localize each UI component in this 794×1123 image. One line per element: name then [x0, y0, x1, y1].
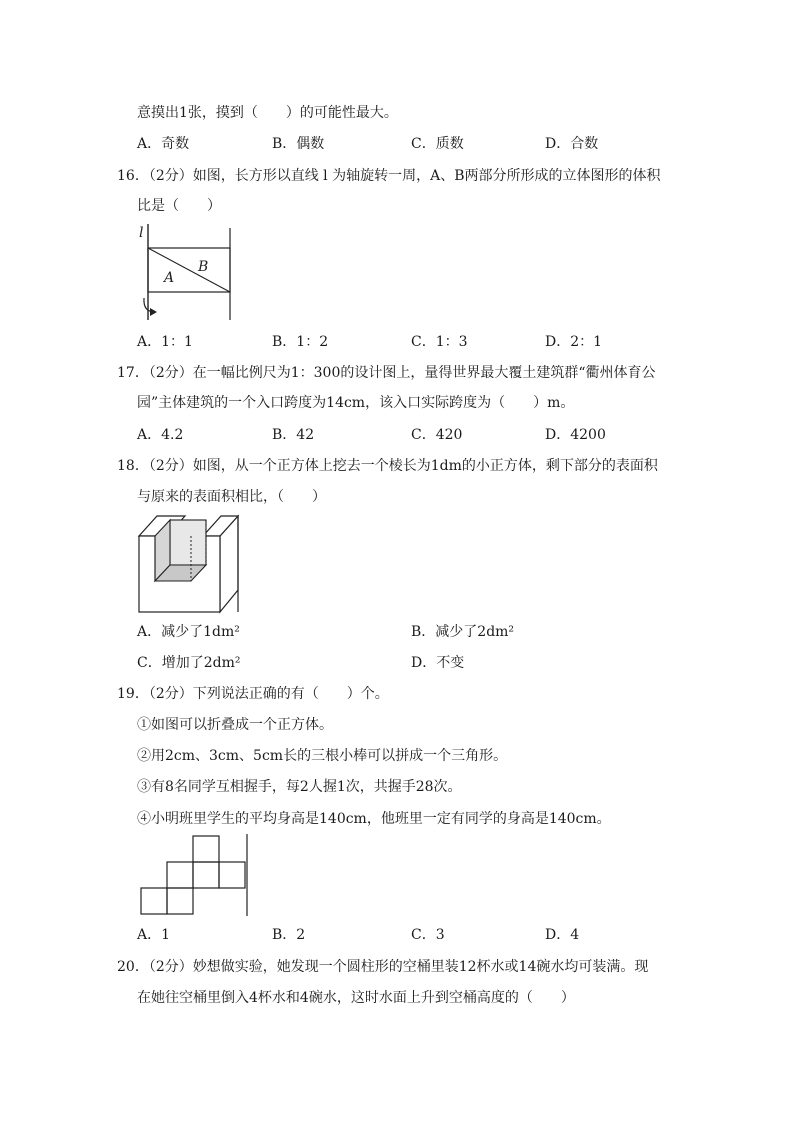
q17-stem-line1: 17．（2分）在一幅比例尺为1：300的设计图上，量得世界最大覆土建筑群“衢州体育公	[117, 365, 656, 381]
q16-option-d[interactable]: D．2：1	[545, 334, 603, 350]
net-square-middle-3	[219, 862, 245, 888]
rotation-arrowhead	[150, 308, 157, 316]
net-square-top	[193, 836, 219, 862]
q19-statement-4: ④小明班里学生的平均身高是140cm，他班里一定有同学的身高是140cm。	[137, 811, 611, 827]
q16-option-a[interactable]: A．1：1	[137, 334, 193, 350]
q16-stem-line1: 16．（2分）如图，长方形以直线 l 为轴旋转一周，A、B两部分所形成的立体图形的体积	[117, 168, 661, 184]
q17-option-a[interactable]: A．4.2	[137, 427, 184, 443]
diagonal	[148, 248, 230, 292]
notch-back-wall	[170, 520, 206, 565]
net-square-bottom-1	[141, 888, 167, 914]
q18-option-a[interactable]: A．减少了1dm²	[137, 624, 240, 640]
q15-continuation: 意摸出1张，摸到（ ）的可能性最大。	[137, 105, 398, 121]
q18-stem-line2: 与原来的表面积相比，（ ）	[137, 489, 326, 505]
q18-option-d[interactable]: D．不变	[411, 655, 465, 671]
q15-option-b[interactable]: B．偶数	[272, 136, 325, 152]
q19-stem: 19．（2分）下列说法正确的有（ ）个。	[117, 686, 389, 702]
q19-statement-2: ②用2cm、3cm、5cm长的三根小棒可以拼成一个三角形。	[137, 748, 508, 764]
q16-option-c[interactable]: C．1：3	[411, 334, 468, 350]
q19-cube-net-figure	[137, 834, 251, 918]
q19-option-d[interactable]: D．4	[545, 927, 580, 943]
net-square-bottom-2	[167, 888, 193, 914]
region-b-label: B	[198, 259, 209, 275]
q18-option-c[interactable]: C．增加了2dm²	[137, 655, 241, 671]
q16-stem-line2: 比是（ ）	[137, 198, 221, 214]
rotation-arrow	[144, 298, 155, 312]
q18-stem-line1: 18．（2分）如图，从一个正方体上挖去一个棱长为1dm的小正方体，剩下部分的表面积	[117, 458, 658, 474]
q15-option-c[interactable]: C．质数	[411, 136, 464, 152]
q19-statement-1: ①如图可以折叠成一个正方体。	[137, 717, 333, 733]
q17-option-d[interactable]: D．4200	[545, 427, 606, 443]
q19-option-c[interactable]: C．3	[411, 927, 445, 943]
q20-stem-line1: 20．（2分）妙想做实验，她发现一个圆柱形的空桶里装12杯水或14碗水均可装满。现	[117, 959, 649, 975]
q16-option-b[interactable]: B．1：2	[272, 334, 329, 350]
q17-option-c[interactable]: C．420	[411, 427, 463, 443]
q19-option-a[interactable]: A．1	[137, 927, 171, 943]
q17-stem-line2: 园”主体建筑的一个入口跨度为14cm，该入口实际跨度为（ ）m。	[137, 395, 575, 411]
q16-rectangle-rotation-figure	[137, 224, 237, 322]
q15-option-d[interactable]: D．合数	[545, 136, 599, 152]
axis-label: l	[139, 225, 144, 241]
q18-cube-with-notch-figure	[137, 512, 243, 616]
q18-option-b[interactable]: B．减少了2dm²	[411, 624, 515, 640]
net-square-middle-2	[193, 862, 219, 888]
net-square-middle-1	[167, 862, 193, 888]
q20-stem-line2: 在她往空桶里倒入4杯水和4碗水，这时水面上升到空桶高度的（ ）	[137, 990, 575, 1006]
q15-option-a[interactable]: A．奇数	[137, 136, 190, 152]
q19-option-b[interactable]: B．2	[272, 927, 306, 943]
q19-statement-3: ③有8名同学互相握手，每2人握1次，共握手28次。	[137, 779, 462, 795]
q17-option-b[interactable]: B．42	[272, 427, 315, 443]
region-a-label: A	[164, 270, 175, 286]
